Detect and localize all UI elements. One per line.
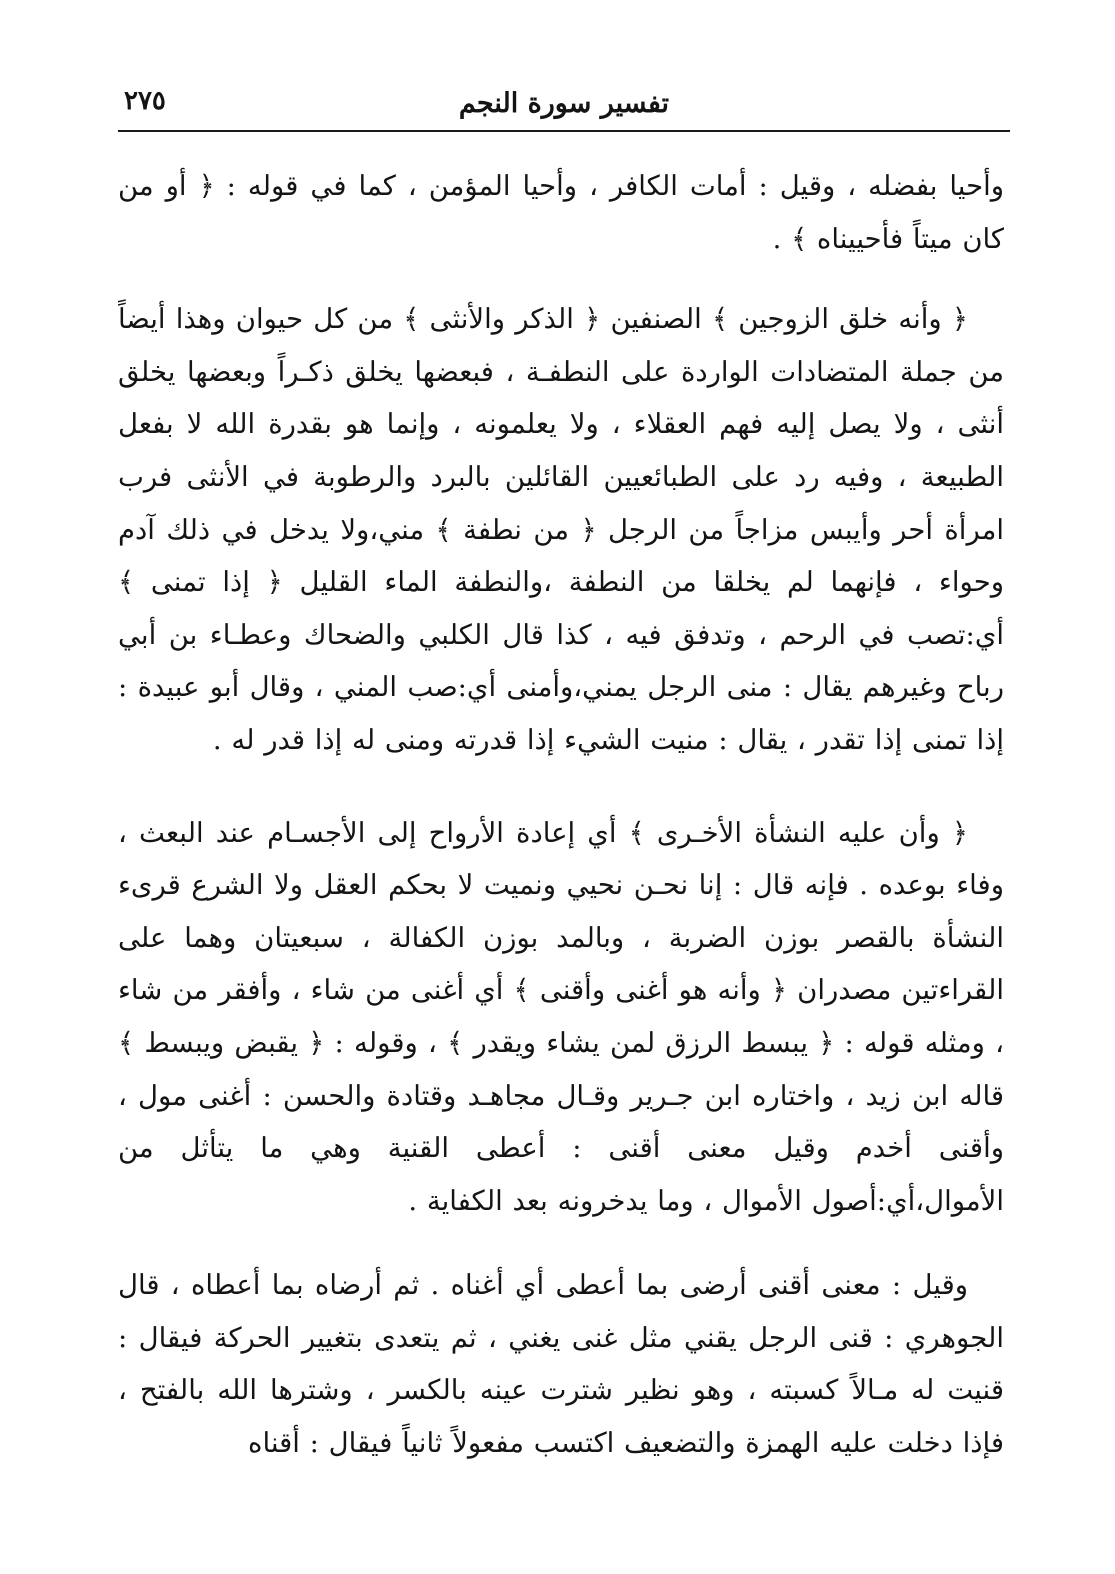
header-divider [118, 130, 1010, 132]
running-title: تفسير سورة النجم [458, 88, 670, 119]
paragraph-1: وأحيا بفضله ، وقيل : أمات الكافر ، وأحيا المؤمن ، كما في قوله : ﴿ أو من كان ميتاً فأحييناه ﴾ . [118, 170, 1004, 255]
paragraph-3: ﴿ وأن عليه النشأة الأخـرى ﴾ أي إعادة الأرواح إلى الأجسـام عند البعث ، وفاء بوعده . فإنه قال : إنا نحـن نحيي ونميت لا بحكم العقل ولا الشرع قرىء النشأة بالقصر بوزن الضربة ، وبالمد بوزن الكفالة ، سبعيتان وهما على القراءتين مصدران ﴿ وأنه هو أغنى وأقنى ﴾ أي أغنى من شاء ، وأفقر من شاء ، ومثله قوله : ﴿ يبسط الرزق لمن يشاء ويقدر ﴾ ، وقوله : ﴿ يقبض ويبسط ﴾ قاله ابن زيد ، واختاره ابن جـرير وقـال مجاهـد وقتادة والحسن : أغنى مول ، وأقنى أخدم وقيل معنى أقنى : أعطى القنية وهي ما يتأثل من الأموال،أي:أصول الأموال ، وما يدخرونه بعد الكفاية . [118, 816, 1004, 1217]
paragraph-4: وقيل : معنى أقنى أرضى بما أعطى أي أغناه . ثم أرضاه بما أعطاه ، قال الجوهري : قنى الرجل يقني مثل غنى يغني ، ثم يتعدى بتغيير الحركة فيقال : قنيت له مـالاً كسبته ، وهو نظير شترت عينه بالكسر ، وشترها الله بالفتح ، فإذا دخلت عليه الهمزة والتضعيف اكتسب مفعولاً ثانياً فيقال : أقناه [118, 1269, 1004, 1460]
page-number: ٢٧٥ [124, 86, 166, 116]
paragraph-2: ﴿ وأنه خلق الزوجين ﴾ الصنفين ﴿ الذكر والأنثى ﴾ من كل حيوان وهذا أيضاً من جملة المتضادات الواردة على النطفـة ، فبعضها يخلق ذكـراً وبعضها يخلق أنثى ، ولا يصل إليه فهم العقلاء ، ولا يعلمونه ، وإنما هو بقدرة الله لا بفعل الطبيعة ، وفيه رد على الطبائعيين القائلين بالبرد والرطوبة في الأنثى فرب امرأة أحر وأيبس مزاجاً من الرجل ﴿ من نطفة ﴾ مني،ولا يدخل في ذلك آدم وحواء ، فإنهما لم يخلقا من النطفة ،والنطفة الماء القليل ﴿ إذا تمنى ﴾ أي:تصب في الرحم ، وتدفق فيه ، كذا قال الكلبي والضحاك وعطـاء بن أبي رباح وغيرهم يقال : منى الرجل يمني،وأمنى أي:صب المني ، وقال أبو عبيدة : إذا تمنى إذا تقدر ، يقال : منيت الشيء إذا قدرته ومنى له إذا قدر له . [118, 303, 1004, 756]
page-header [118, 80, 1010, 132]
body-text [118, 160, 1004, 1560]
